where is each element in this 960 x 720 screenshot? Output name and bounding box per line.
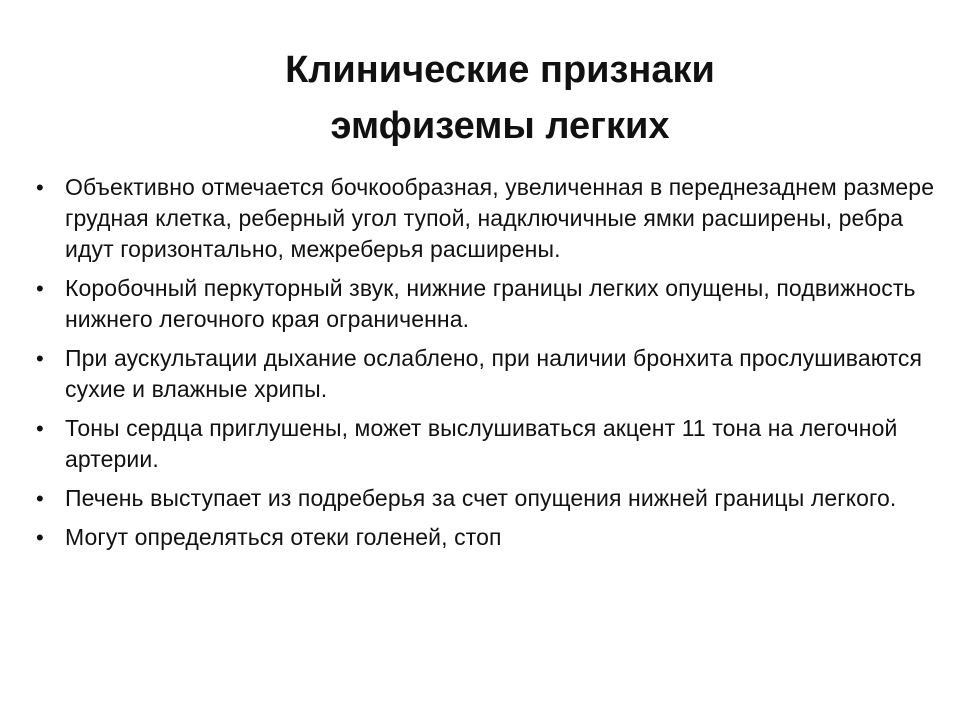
bullet-item-4 bbox=[36, 413, 936, 475]
bullet-icon: • bbox=[36, 416, 44, 441]
slide-title-line-1: Клинические признаки bbox=[285, 49, 715, 91]
bullet-item-2 bbox=[36, 273, 936, 335]
bullet-icon: • bbox=[36, 276, 44, 301]
bullet-text-2: Коробочный перкуторный звук, нижние границы легких опущены, подвижность нижнего легочного края ограниченна. bbox=[65, 275, 916, 332]
bullet-icon: • bbox=[36, 346, 44, 371]
bullet-icon: • bbox=[36, 175, 44, 200]
slide-title-line-2: эмфиземы легких bbox=[330, 105, 670, 147]
slide-title bbox=[130, 42, 870, 154]
bullet-item-1 bbox=[36, 172, 936, 265]
bullet-text-6: Могут определяться отеки голеней, стоп bbox=[65, 524, 502, 550]
bullet-item-3 bbox=[36, 343, 936, 405]
bullet-list bbox=[36, 172, 936, 561]
bullet-icon: • bbox=[36, 525, 44, 550]
bullet-text-5: Печень выступает из подреберья за счет опущения нижней границы легкого. bbox=[65, 485, 897, 511]
bullet-item-6 bbox=[36, 522, 936, 553]
bullet-item-5 bbox=[36, 483, 936, 514]
bullet-icon: • bbox=[36, 486, 44, 511]
bullet-text-4: Тоны сердца приглушены, может выслушиваться акцент 11 тона на легочной артерии. bbox=[65, 415, 898, 472]
bullet-text-3: При аускультации дыхание ослаблено, при наличии бронхита прослушиваются сухие и влажные хрипы. bbox=[65, 345, 923, 402]
bullet-text-1: Объективно отмечается бочкообразная, увеличенная в переднезаднем размере грудная клетка, реберный угол тупой, надключичные ямки расширены, ребра идут горизонтально, межреберья расширены. bbox=[65, 174, 935, 262]
